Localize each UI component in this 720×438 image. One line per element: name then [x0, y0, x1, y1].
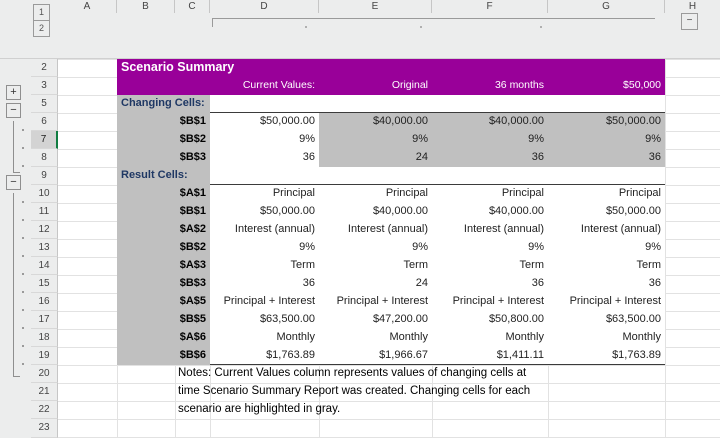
row-header-5[interactable]: 5 [31, 95, 58, 113]
row-header-20[interactable]: 20 [31, 365, 58, 383]
row-outline-dot [22, 273, 24, 275]
scenario-value: 36 [548, 275, 665, 293]
column-header-a[interactable]: A [58, 0, 117, 13]
scenario-value: Term [210, 257, 319, 275]
row-outline-expand-button[interactable]: + [6, 85, 21, 100]
scenario-value: 9% [548, 239, 665, 257]
scenario-value: $40,000.00 [319, 203, 432, 221]
scenario-value: Monthly [548, 329, 665, 347]
row-header-21[interactable]: 21 [31, 383, 58, 401]
row-outline-dot [22, 255, 24, 257]
row-header-17[interactable]: 17 [31, 311, 58, 329]
scenario-value: $50,000.00 [210, 113, 319, 131]
scenario-value: Monthly [432, 329, 548, 347]
notes-line-3: scenario are highlighted in gray. [178, 403, 341, 415]
scenario-value: $40,000.00 [432, 113, 548, 131]
row-outline-dot [22, 363, 24, 365]
scenario-value: 9% [432, 239, 548, 257]
cell-ref-label: $A$6 [117, 329, 210, 347]
row-outline-dot [22, 165, 24, 167]
column-header-h[interactable]: H [665, 0, 720, 13]
scenario-value: 9% [319, 131, 432, 149]
scenario-value: $1,763.89 [210, 347, 319, 365]
row-outline-bracket-changing [13, 121, 20, 173]
scenario-value: $50,000.00 [548, 203, 665, 221]
scenario-value: $47,200.00 [319, 311, 432, 329]
row-header-13[interactable]: 13 [31, 239, 58, 257]
column-header-f[interactable]: F [432, 0, 548, 13]
row-outline-dot [22, 309, 24, 311]
scenario-value: Principal + Interest [210, 293, 319, 311]
cell-ref-label: $A$5 [117, 293, 210, 311]
scenario-value: $40,000.00 [432, 203, 548, 221]
cell-ref-label: $B$6 [117, 347, 210, 365]
column-outline-level-buttons [33, 4, 53, 36]
cell-ref-label: $B$3 [117, 275, 210, 293]
scenario-value: 36 [210, 275, 319, 293]
cell-ref-label: $B$5 [117, 311, 210, 329]
row-header-9[interactable]: 9 [31, 167, 58, 185]
worksheet-grid[interactable] [58, 59, 720, 438]
scenario-value: Interest (annual) [319, 221, 432, 239]
scenario-value: 36 [432, 275, 548, 293]
scenario-value: Interest (annual) [548, 221, 665, 239]
scenario-value: Principal + Interest [548, 293, 665, 311]
scenario-value: Monthly [210, 329, 319, 347]
row-header-11[interactable]: 11 [31, 203, 58, 221]
column-outline-dot [305, 26, 307, 28]
scenario-value: Interest (annual) [432, 221, 548, 239]
row-header-8[interactable]: 8 [31, 149, 58, 167]
row-outline-dot [22, 129, 24, 131]
scenario-value: Principal [432, 185, 548, 203]
scenario-value: Term [432, 257, 548, 275]
row-outline-collapse-button-2[interactable]: − [6, 175, 21, 190]
row-outline-dot [22, 237, 24, 239]
scenario-value: 36 [210, 149, 319, 167]
scenario-value: $1,966.67 [319, 347, 432, 365]
column-header-c[interactable]: C [175, 0, 210, 13]
row-outline-dot [22, 291, 24, 293]
row-outline-dot [22, 345, 24, 347]
scenario-value: $63,500.00 [548, 311, 665, 329]
row-header-3[interactable]: 3 [31, 77, 58, 95]
row-header-23-partial[interactable]: 23 [31, 419, 58, 438]
row-outline-dot [22, 201, 24, 203]
scenario-column-title-4: $50,000 [548, 77, 665, 95]
row-header-18[interactable]: 18 [31, 329, 58, 347]
row-header-22[interactable]: 22 [31, 401, 58, 419]
row-header-19[interactable]: 19 [31, 347, 58, 365]
column-outline-collapse-button[interactable]: − [681, 13, 698, 30]
scenario-value: 24 [319, 149, 432, 167]
scenario-value: $50,800.00 [432, 311, 548, 329]
row-header-10[interactable]: 10 [31, 185, 58, 203]
row-outline-dot [22, 327, 24, 329]
row-outline-bracket-result [13, 193, 20, 377]
row-header-14[interactable]: 14 [31, 257, 58, 275]
column-header-strip [0, 45, 720, 59]
scenario-value: Principal [210, 185, 319, 203]
cell-ref-label: $A$3 [117, 257, 210, 275]
notes-line-2: time Scenario Summary Report was created. Changing cells for each [178, 385, 531, 397]
scenario-value: Principal [319, 185, 432, 203]
scenario-value: 9% [432, 131, 548, 149]
column-header-b[interactable]: B [117, 0, 175, 13]
scenario-value: 9% [210, 239, 319, 257]
cell-ref-label: $B$2 [117, 131, 210, 149]
column-header-g[interactable]: G [548, 0, 665, 13]
section-label-2: Result Cells: [117, 167, 210, 185]
scenario-summary-banner: Scenario Summary [117, 59, 665, 77]
scenario-value: $50,000.00 [210, 203, 319, 221]
scenario-value: $50,000.00 [548, 113, 665, 131]
row-outline-gutter [0, 59, 31, 438]
notes-line-1: Notes: Current Values column represents values of changing cells at [178, 367, 527, 379]
scenario-column-title-1: Current Values: [210, 77, 319, 95]
scenario-value: $1,411.11 [432, 347, 548, 365]
scenario-value: 36 [548, 149, 665, 167]
section-label-1: Changing Cells: [117, 95, 210, 113]
section-header-rule-2 [210, 167, 665, 185]
cell-ref-label: $A$1 [117, 185, 210, 203]
section-header-rule-1 [210, 95, 665, 113]
cell-ref-label: $A$2 [117, 221, 210, 239]
scenario-value: 9% [319, 239, 432, 257]
scenario-value: Principal + Interest [319, 293, 432, 311]
column-outline-level-1-button[interactable]: 1 [33, 4, 50, 21]
row-header-7[interactable]: 7 [31, 131, 58, 149]
column-outline-bracket [212, 18, 655, 27]
row-header-6[interactable]: 6 [31, 113, 58, 131]
scenario-value: 9% [210, 131, 319, 149]
column-outline-dot [420, 26, 422, 28]
cell-ref-label: $B$3 [117, 149, 210, 167]
row-outline-dot [22, 147, 24, 149]
scenario-value: Term [319, 257, 432, 275]
column-outline-dot [540, 26, 542, 28]
gridline-horizontal [58, 419, 720, 420]
row-header-15[interactable]: 15 [31, 275, 58, 293]
scenario-value: Interest (annual) [210, 221, 319, 239]
cell-ref-label: $B$1 [117, 113, 210, 131]
scenario-column-title-2: Original [319, 77, 432, 95]
column-header-e[interactable]: E [319, 0, 432, 13]
row-header-2[interactable]: 2 [31, 59, 58, 77]
row-outline-collapse-button-1[interactable]: − [6, 103, 21, 118]
scenario-value: 36 [432, 149, 548, 167]
scenario-value: Principal [548, 185, 665, 203]
column-header-d[interactable]: D [210, 0, 319, 13]
scenario-value: 9% [548, 131, 665, 149]
cell-ref-label: $B$1 [117, 203, 210, 221]
scenario-value: $1,763.89 [548, 347, 665, 365]
scenario-value: Term [548, 257, 665, 275]
row-header-16[interactable]: 16 [31, 293, 58, 311]
scenario-value: Monthly [319, 329, 432, 347]
scenario-column-title-3: 36 months [432, 77, 548, 95]
scenario-value: $40,000.00 [319, 113, 432, 131]
scenario-value: $63,500.00 [210, 311, 319, 329]
cell-ref-label: $B$2 [117, 239, 210, 257]
scenario-value: 24 [319, 275, 432, 293]
row-outline-dot [22, 219, 24, 221]
column-outline-level-2-button[interactable]: 2 [33, 20, 50, 37]
row-header-12[interactable]: 12 [31, 221, 58, 239]
scenario-value: Principal + Interest [432, 293, 548, 311]
